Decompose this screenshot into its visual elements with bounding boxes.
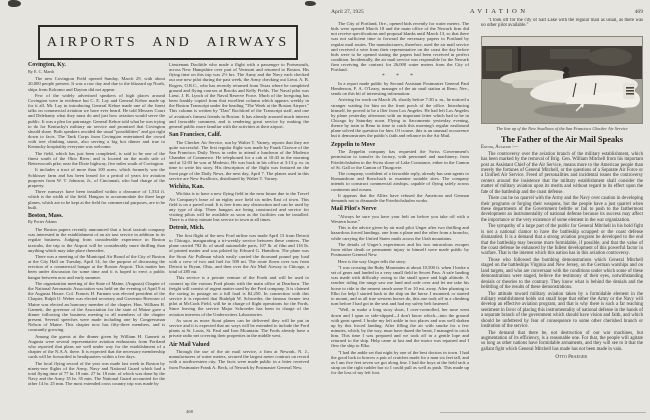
column-3 [331,21,469,413]
paragraph-continuation: Lieutenant Doolittle who made a flight with a passenger to Portsmouth, across New Hampshire over part of Vermont and returned to Boston. His flying time on this trip was 2½ hrs. The Army and the Navy each checked out one new pilot during the past week, the Army checking out Lieut. A. B. Rogers, O.R.C., who has recently returned from Texas where he completed ground and flying courses at Brooks and Kelly Fields. The Naval pilot was Lieut. J. B. Lynch of the Naval Reserve Force. Much of the foregoing has been frankly copied from that excellent column which appears weekly in the Boston Transcript under the heading "The Week at the Boston Airport." This column is written by "Dan" Rochford of the Transcript staff, and one of aviation's firmest friends in Boston. It has already aroused much interest and favorable comment, and is rendering great service by making the general public more familiar with the activities at their airport. [169,62,309,129]
paragraph-pilot-quote: "I took off for the city of Salt Lake with the regular mail as usual, as there was no other pilot available." [481,18,643,29]
page-title: AIRPORTS AND AIRWAYS [46,34,290,50]
photo-illustration [482,37,642,123]
running-header [331,8,643,15]
paragraph: Wichita is to have a new flying field in the near future due to the Travel Air Company's lease of an eighty acre field six miles East of town. This field is on a paved road. It is free from any obstruction and can be used by any type of ship. Three hangars are being constructed and service for visiting pilots will be available as soon as the facilities can be installed. There is a thirty minute bus service to town at all times. [169,191,309,223]
column-2 [169,62,309,414]
paragraph: The sympathy of a large part of the public for General Mitchell in his bold fight is not a national clamor to have the battleship scrapped or the coast defense dismantled. It is a demand that a strong aviation program be developed to the end that the battleship may become more formidable, if possible, and that the value of the coast defense be enhanced by the fullest development of this powerful factor in warfare. That is the interest which this nation has in this aviation controversy. [481,224,643,257]
swallow-biplanes-photo [481,36,643,124]
article-heading-air-mail-valued: Air Mail Valued [169,341,210,348]
paragraph: The controversy over the aviation branch of the military establishment, which has been marked by the removal of Brig. Gen. William Mitchell from his important post as Assistant Chief of the Air Service, means more to the American people than merely the fortunes of General Mitchell, or the questions of a Separate Air Force or a Unified Air Service. Freed of personalities and incidental issues the controversy centers around the insistence that the military establishment shall consider the matter of military aviation upon its merits and without regard to its effect upon the fate of the battleship and the coast defense. [481,151,643,195]
letter-heading: The Father of the Air Mail Speaks [500,134,624,144]
article-heading-covington: Covington, Ky. [28,62,66,68]
byline: By E. C. Marsh [28,68,55,74]
column-1 [28,62,165,414]
paragraph: The first flight of the new Ford airline was made April 13 from Detroit to Chicago, inaugurating a tri-weekly service between these centers. The plane carried 782 lb. of small automobile parts, 107 lb. of film and 116 lb. of printed matter and was piloted by Edward G. Hamilton. The plane was the Stout Air Pullman which easily carried the thousand pound pay load with a crew of two and fuel for 500 mi. The route flown over was from Detroit to Bryan, Ohio, and then over the Air Mail Airway to Chicago, a total of 285 mi. [169,233,309,275]
paragraph: Through the use of the air mail service, a firm at Newark, N. J., manufacturers of water meters, secured the largest meter contract on record with a northwestern city. The facts were made public in a letter received from Postmaster Frank A. Beck, of Newark by Postmaster General New. [169,349,309,370]
article-heading-detroit: Detroit, Mich. [169,225,205,232]
paragraph: "Always be sure you have your belt on before you take off with a Western horse." [331,213,469,224]
paragraph: The company, confident of a favorable reply, already has sent agents to Romanshorn and Rorschach to examine suitable sites. The company intends to construct commercial airships, capable of flying safely across continents and oceans. [331,171,469,192]
paragraph: As soon as more Stout planes can be delivered they will be put in service and it is expected that air ways will be extended to include the Ford plants at St. Louis, St. Paul and Iron Mountain. The Fords already have a private radio net covering their properties in the middle west. [169,317,309,339]
paragraph: The Checker Air Service, run by Walter T. Varney, reports that they are quite successful. The first regular flight was made by Frank Clarvoe of the San Francisco Daily News in order to attend a luncheon of the Modesto Chamber of Commerce. He telephoned for a cab at 10:43 in the morning and at 12:03 he was at Modesto. He was back in his office at 3:13 p. m. in time to write his story. His description of the flight was featured on the front page of the Daily News, the next day, April 7. The planes used in this service are New Swallows, distributed by Walter T. Varney. [169,139,309,181]
paragraph: This is the advice given by air mail pilot Unger after two thrilling and hazardous forced landings, one from a plane and the other from a broncho, while carrying the United States mails across the Utah mountains. [331,225,469,241]
paragraph: This service is a private venture of the Fords and will be used to connect up the various Ford plants with the main office at Dearborn. The freight will consist of urgent matter used by the Ford company. It is claimed the saving in postage on a full load is $2,250. In connection with this service it is reported that Rudolph W. Schroeder, the famous former test pilot at McCook Field, will be in charge of flight operations for the Fords. Since leaving the service Major Schroeder has been in charge of the aviation interests of the Underwriters Laboratories. [169,275,309,317]
paragraph: "I was crossing the Ruby Mountains at about 10,500 ft. when I broke a set of gears and landed in a very small field in Secret Pass. A safe landing was made with difficulty owing to the small space and high altitude. A rancher riding the range saw me land and rode over and let me take his horse to ride to the nearest ranch some 8 or 10 mi. away. After phoning to Elko for help I started back to the ship on the horse. I mounted, or started to mount, and as all true western horses do, this one took off in a climbing turn before I had got in the seat and had my safety belt fastened. [331,264,469,306]
paragraph: There was a meeting of the Municipal Air Board of the City of Boston at the City Hall on Tuesday, April 14, for the purpose of discussing the erection of a commercial hangar at the Boston Airport. This matter has been under discussion for some time and it is hoped to erect a public hangar between now and early summer. [28,254,165,280]
left-page-number: 468 [186,409,193,414]
paragraph: It includes a tract of more than 100 acres, which formerly was the Schlosser farm and has been leased for a period of years for aviation purposes from W. T. Johnson, Jr., of Cincinnati, who had charge of the property. [28,167,165,188]
paragraph: "I had the ankle set that night by one of the best doctors in town. I had the good luck to borrow a pair of crutches made for a man six feet tall, and as I am five feet seven we got along fine. I had the boys at the field tack a strap on the right rudder bar so I could pull as well as push. This made up for the loss of my left foot. [331,349,469,376]
paragraph: The attitude toward military aviation taken by a formidable element in the military establishment holds out small hope that either the Army or the Navy will develop an effective aviation program, and that is why there is such a far reaching sentiment in favor of placing this instrumentality of national defense in the hands of a separate branch of the government which should have vision and faith, and which should be unfettered by fear of consequence to some other cherished branch or institution of the service. [481,291,643,330]
scan-smudge [8,0,21,7]
article-heading-boston: Boston, Mass. [28,212,63,219]
paragraph: Those who followed the bombing demonstrations which General Mitchell staged on the battleships Virginia and New Jersey, on the German warships and on land targets, and who are conversant with the conditions under which some of these demonstrations were staged, believe the testimony of their eyes, notwithstanding denials or theories to the contrary. They know what is behind the denials and the belittling of the results of these demonstrations. [481,258,643,291]
paragraph: It appears that the Allies have refused the American and German demands not to dismantle the Friedrichshafen works. [331,192,469,203]
byline: By Porter Adams [28,219,57,225]
header-page-number: 469 [634,9,643,15]
asterisk-separator: * * * [382,73,418,80]
paragraph: In a report made public by Second Assistant Postmaster General Paul Henderson, F. A. O'Leary, manager of the air mail station at Reno, Nev., sends on this bit of interesting information: [331,80,469,97]
article-heading-zeppelin: Zeppelin to Move [331,141,376,148]
paragraph: The details of Unger's experiences and his two miraculous escapes from either death or permanent injury to himself were made public by Postmaster General New. [331,241,469,258]
paragraph: The demand that there be, not destruction of our war machines, but augmentation of its efficiency, is a reasonable one. For that, the people will agitate so long as other nations have formidable armaments, and they will see to it that the gallant fight which General Mitchell has made has not been made in vain. [481,330,643,352]
paragraph: There can be no quarrel with the Army and the Navy over caution in developing their programs or forging their weapons, but the people have a just quarrel when these departments of the Government belittle or fail to push to the farthermost development an instrumentality of national defense because its success may affect the importance or the very existence of some element in the war organization. [481,196,643,223]
header-date: April 27, 1925 [331,9,364,15]
paragraph: The City of Portland, Ore., opened bids recently for water meters. The bids were opened March 18 and the main office of the Newark firm did not receive specifications and proposal blanks until March 13, so that there was not sufficient time to forward the necessary papers to Portland by regular mail routes. The manufacturers, therefore, used the air mail service and received a wire from their representative on the coast the day before bids were to be opened stating the papers had been received in perfect condition. Incidentally, the air mail service was responsible for the Newark firm receiving the contract for 26,000 water meters from the City of Portland. [331,21,469,73]
paragraph: The Zeppelin company has requested the Swiss Government's permission to transfer its factory, with personnel and machinery, from Friedrichshafen to the Swiss shore of Lake Constance, either in the Canton of St. Gall or the Canton of Thurgovie. [331,149,469,170]
paragraph: Few of the widely advertised speakers of high places around Covington were in evidence but C. E. Lay and General Kehoe made up for it all. Mr. Lay in introducing General Kehoe made one of the finest talks on commercial aviation we have ever heard. He told Messers Court and Delehanty what they must do and just how aviation would serve the public. It was a plea for patronage. General Kehoe told what he was trying to do for Kentucky's military air service and promised that Covington should share. Both speakers avoided the usual "possibilities" and got right down to facts. The Tank Corps from Covington entertained the crowd with tree climbing stunts, also serving a big hot dinner and true to Kentucky hospitality everyone was welcome. [28,92,165,150]
photo-caption: The line up of the New Swallows of the San Francisco Checker Air Service [496,126,628,132]
paragraph: The new Covington Field opened Sunday, March 29, with about 20,000 people present. It was a raw day and due to the blizzard up North, ships from Kokomo and Dayton did not appear. [28,76,165,92]
column-4 [481,18,643,416]
letter-salutation: Editor, Aviation :— [481,145,519,151]
paragraph: Among the guests at the dinner given by William H. Gannett at Augusta were several representative aviation enthusiasts from Portland who reported that plans are well under way for the establishment of a chapter of the N.A.A. there. It is expected that the necessary membership cards will be forwarded to headquarters within a few days. [28,333,165,360]
paragraph: The organization meeting of the State of Maine, (Augusta) Chapter of the National Aeronautic Association was held on the evening of April 9 at the Augusta House. Col. Francis H. Farnum was elected president of the Chapter, Ralph O. Weber was elected secretary and Governor Brewster of Maine was elected an honorary member of the chapter. Hon. William H. Gannett, the governor of the Association for the state of Maine gave a dinner following the business meeting to all members of the chapter present. Several speeches were made including one by Congressman Nelson of Maine. This chapter now has fifty-three members, and is constantly growing. [28,280,165,333]
paragraph: The Boston papers recently announced that a local taxicab company was interested in the establishment of an air taxi service in addition to its regular business. Judging from considerable experience in Boston taxicabs, the trip to the Airport will be considerably more thrilling than anything which may take place thereafter. [28,227,165,253]
paragraph: The field, which has just been completed, is said to be one of the finest south of the Ohio River, and is located on the north side of Bettersworth pike, near the Dixie highway, five miles south of Covington. [28,150,165,167]
section-title-box [38,25,298,60]
scan-edge-line [440,412,646,413]
paragraph: Three runways have been installed within a clearance of 1,534 ft. which is the width of the field. Hangars to accommodate the three large planes, which are to be kept at the field for commercial purposes, are to be built. [28,189,165,210]
article-heading-mail-pilots-nerve: Mail Pilot's Nerve [331,206,377,213]
scan-smudge [305,1,316,6]
article-heading-wichita: Wichita, Kan. [169,183,205,190]
paragraph: Here is the way Unger tells the story: [338,258,407,264]
paragraph: "Well, to make a long story short, I over-controlled, her nose went down and I spun or side-slipped—I don't know which—into the ground with great speed. I broke my left ankle in two places and was well shaken up by this forced landing. After filling the air with smoke for a few minutes, which, by the way, must have dazed the beast, I managed to catch him. This time I was prepared and we took off in a gentle lope and returned to the ship. Help came at last and the motor was repaired and I flew the ship to Elko. [331,307,469,349]
letter-signature: Otto Praeger [555,354,587,361]
article-heading-san-francisco: San Francisco, Calif. [169,132,222,139]
paragraph: Arriving for work on March 26, shortly before 7:30 a. m., he noticed a stranger waiting for him on the front porch of the office. Introducing himself, he proved to be a flier from Los Angeles. He had left Los Angeles by plane yesterday afternoon with an important letter which had to be in Chicago by Saturday noon. Flying to Sacramento yesterday evening, thence by train to Reno in time to catch this morning's regular eastbound plane solved the question for him. Of course, this is an unusual occurrence but it demonstrates the public's faith and reliance in the Air Mail. [331,97,469,139]
header-magazine-title: AVIATION [469,8,529,15]
paragraph: The local flying record of the year was made last week in Boston by ninety-one flights of the Army, Navy and National Guard which had a total flying time of 77 hr. 18 min. 27 hr. 18 min. of which was done by the Navy and the Army 35 hr. 35 min. The National Guard accounted for the other 14 hr. 25 min. The most extended cross country trip was made by [28,360,165,387]
